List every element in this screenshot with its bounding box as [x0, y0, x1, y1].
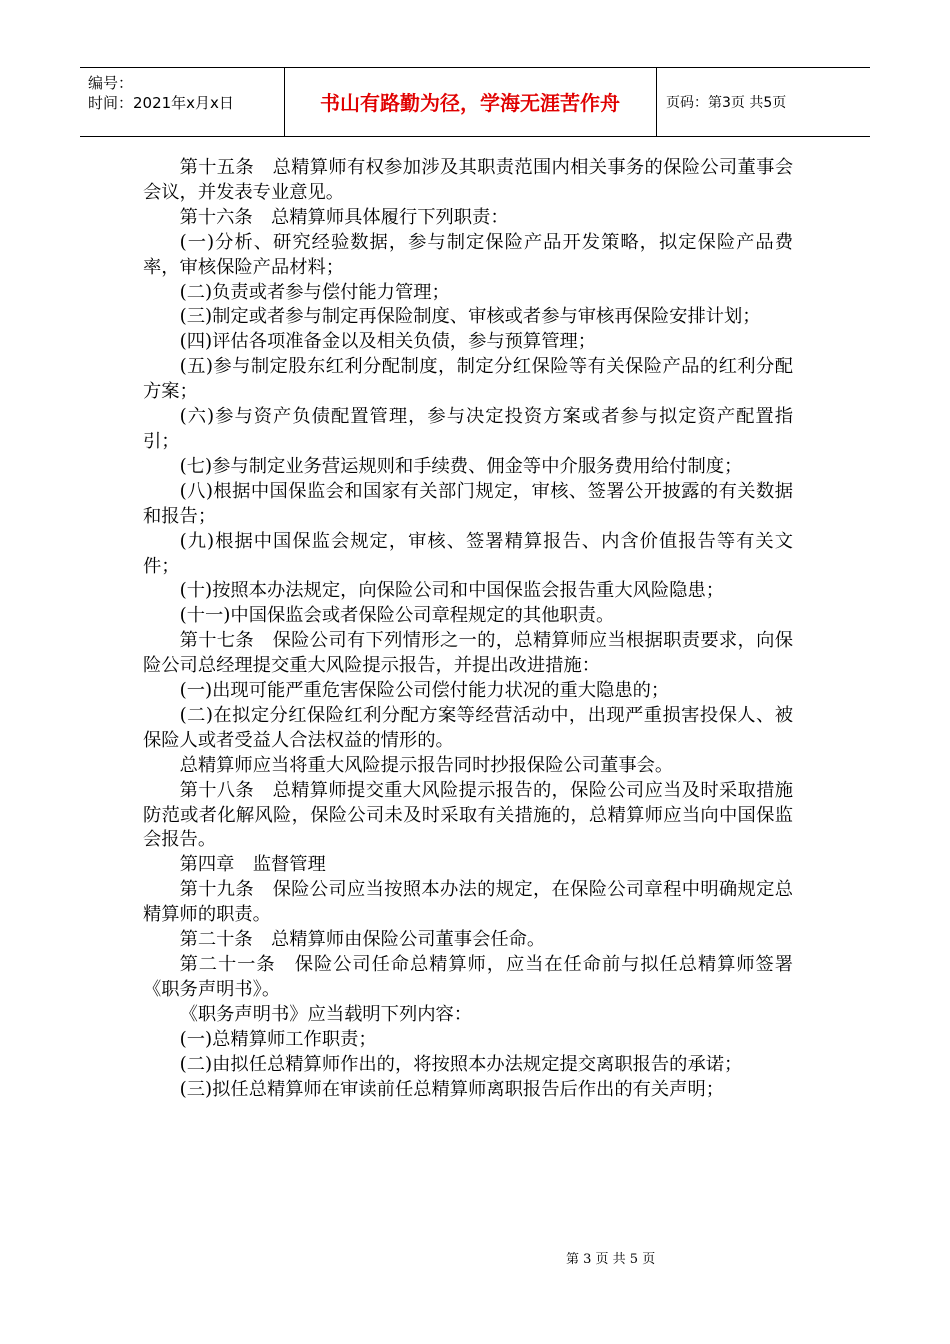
paragraph: 第十八条 总精算师提交重大风险提示报告的，保险公司应当及时采取措施防范或者化解风险，保险公司未及时采取有关措施的，总精算师应当向中国保监会报告。 — [143, 779, 793, 851]
paragraph: (二)在拟定分红保险红利分配方案等经营活动中，出现严重损害投保人、被保险人或者受益人合法权益的情形的。 — [143, 704, 793, 751]
document-body — [143, 156, 793, 1102]
paragraph: (一)总精算师工作职责； — [179, 1028, 377, 1050]
paragraph: (一)分析、研究经验数据，参与制定保险产品开发策略，拟定保险产品费率，审核保险产品材料； — [143, 231, 793, 278]
paragraph: 第二十条 总精算师由保险公司董事会任命。 — [179, 929, 546, 951]
document-time: 时间：2021年x月x日 — [88, 94, 234, 112]
paragraph: (十一)中国保监会或者保险公司章程规定的其他职责。 — [179, 605, 615, 627]
page-header — [80, 67, 870, 137]
paragraph: (八)根据中国保监会和国家有关部门规定，审核、签署公开披露的有关数据和报告； — [143, 480, 793, 527]
paragraph: (五)参与制定股东红利分配制度，制定分红保险等有关保险产品的红利分配方案； — [143, 356, 793, 403]
header-page-info: 页码：第3页 共5页 — [666, 95, 787, 111]
paragraph: 第十七条 保险公司有下列情形之一的，总精算师应当根据职责要求，向保险公司总经理提交重大风险提示报告，并提出改进措施： — [143, 630, 793, 677]
header-meta — [88, 73, 278, 113]
paragraph: 第十六条 总精算师具体履行下列职责： — [179, 206, 509, 228]
paragraph: 第二十一条 保险公司任命总精算师，应当在任命前与拟任总精算师签署《职务声明书》。 — [143, 954, 793, 1000]
paragraph: (一)出现可能严重危害保险公司偿付能力状况的重大隐患的； — [179, 680, 670, 702]
paragraph: (九)根据中国保监会规定，审核、签署精算报告、内含价值报告等有关文件； — [143, 530, 793, 577]
paragraph: (六)参与资产负债配置管理，参与决定投资方案或者参与拟定资产配置指引； — [143, 406, 793, 452]
paragraph: (十)按照本办法规定，向保险公司和中国保监会报告重大风险隐患； — [179, 580, 725, 602]
paragraph: (二)由拟任总精算师作出的，将按照本办法规定提交离职报告的承诺； — [179, 1053, 743, 1075]
paragraph: (三)制定或者参与制定再保险制度、审核或者参与审核再保险安排计划； — [179, 306, 761, 328]
paragraph: 总精算师应当将重大风险提示报告同时抄报保险公司董事会。 — [179, 754, 674, 776]
chapter-heading: 第四章 监督管理 — [179, 854, 326, 876]
page-footer: 第 3 页 共 5 页 — [566, 1252, 656, 1267]
paragraph: 第十九条 保险公司应当按照本办法的规定，在保险公司章程中明确规定总精算师的职责。 — [143, 879, 793, 926]
paragraph: (四)评估各项准备金以及相关负债，参与预算管理； — [179, 331, 597, 353]
document-code: 编号： — [88, 74, 134, 92]
paragraph: (二)负责或者参与偿付能力管理； — [179, 281, 450, 303]
paragraph: 《职务声明书》应当载明下列内容： — [179, 1003, 473, 1025]
header-motto: 书山有路勤为径，学海无涯苦作舟 — [320, 91, 620, 115]
paragraph: (三)拟任总精算师在审读前任总精算师离职报告后作出的有关声明； — [179, 1078, 725, 1100]
paragraph: (七)参与制定业务营运规则和手续费、佣金等中介服务费用给付制度； — [179, 455, 743, 477]
paragraph: 第十五条 总精算师有权参加涉及其职责范围内相关事务的保险公司董事会会议，并发表专业意见。 — [143, 157, 793, 203]
header-divider — [656, 68, 657, 136]
